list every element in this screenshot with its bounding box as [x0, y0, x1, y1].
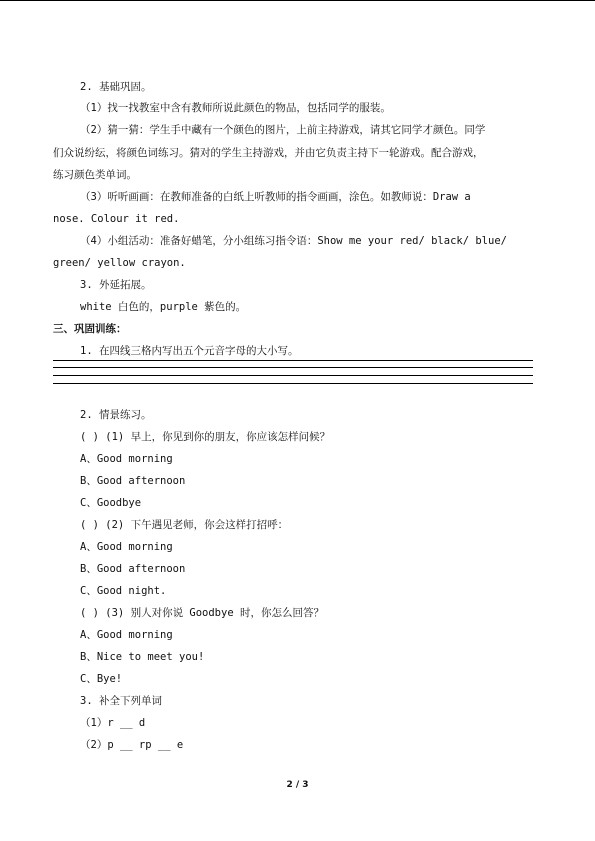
question-1-option-a: A、Good morning [80, 453, 173, 465]
question-3: ( ) (3) 别人对你说 Goodbye 时，你怎么回答？ [80, 607, 324, 619]
question-2-option-a: A、Good morning [80, 541, 173, 553]
section-2-item-4-line-1: （4）小组活动：准备好蜡笔，分小组练习指令语：Show me your red/ black/ blue/ [80, 235, 507, 247]
question-3-option-c: C、Bye! [80, 673, 123, 685]
question-2-option-b: B、Good afternoon [80, 563, 186, 575]
section-2-title: 2. 基础巩固。 [80, 81, 152, 93]
question-3-option-b: B、Nice to meet you! [80, 651, 205, 663]
exercise-section-heading: 三、巩固训练： [53, 323, 127, 335]
question-1-option-c: C、Goodbye [80, 497, 142, 509]
section-3-title: 3. 外延拓展。 [80, 279, 152, 291]
question-2: ( ) (2) 下午遇见老师，你会这样打招呼： [80, 519, 289, 531]
question-3-option-a: A、Good morning [80, 629, 173, 641]
grid-line-1 [53, 360, 533, 361]
section-2-item-3-line-2: nose. Colour it red. [53, 213, 180, 225]
exercise-3-word-1: （1）r __ d [80, 717, 146, 729]
grid-line-3 [53, 375, 533, 376]
exercise-3-title: 3. 补全下列单词 [80, 695, 162, 707]
exercise-1-prompt: 1. 在四线三格内写出五个元音字母的大小写。 [80, 345, 299, 357]
section-2-item-2-line-2: 们众说纷纭，将颜色词练习。猜对的学生主持游戏，并由它负责主持下一轮游戏。配合游戏， [53, 147, 484, 159]
question-1: ( ) (1) 早上，你见到你的朋友，你应该怎样问候？ [80, 431, 331, 443]
page-number: 2 / 3 [286, 780, 309, 790]
section-2-item-2-line-3: 练习颜色类单词。 [53, 169, 137, 181]
exercise-2-title: 2. 情景练习。 [80, 409, 152, 421]
section-2-item-2-line-1: （2）猜一猜：学生手中藏有一个颜色的图片，上前主持游戏，请其它同学才颜色。同学 [80, 124, 486, 136]
question-2-option-c: C、Good night. [80, 585, 167, 597]
exercise-3-word-2: （2）p __ rp __ e [80, 739, 184, 751]
grid-line-2 [53, 367, 533, 368]
section-2-item-3-line-1: （3）听听画画：在教师准备的白纸上听教师的指令画画，涂色。如教师说：Draw a [80, 191, 471, 203]
question-1-option-b: B、Good afternoon [80, 475, 186, 487]
grid-line-4 [53, 383, 533, 384]
header-rule [0, 0, 595, 1]
section-2-item-4-line-2: green/ yellow crayon. [53, 257, 186, 269]
section-3-text: white 白色的，purple 紫色的。 [80, 301, 247, 313]
section-2-item-1: （1）找一找教室中含有教师所说此颜色的物品，包括同学的服装。 [80, 102, 391, 114]
